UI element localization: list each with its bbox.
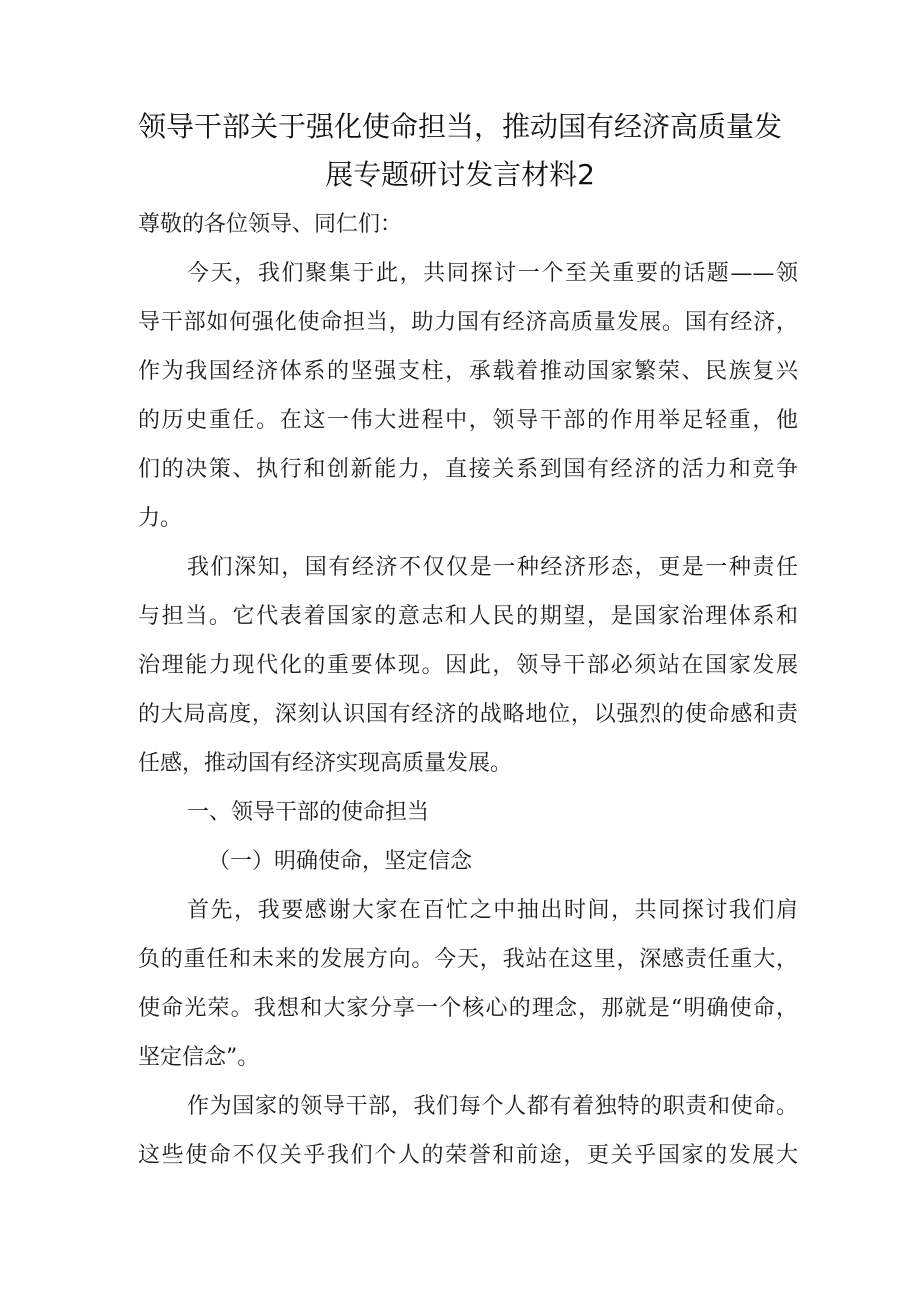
salutation: 尊敬的各位领导、同仁们： bbox=[138, 212, 403, 237]
paragraph-1-line-6: 力。 bbox=[138, 506, 183, 531]
document-title-line-1: 领导干部关于强化使命担当，推动国有经济高质量发 bbox=[137, 110, 782, 143]
paragraph-1-line-3: 作为我国经济体系的坚强支柱，承载着推动国家繁荣、民族复兴 bbox=[138, 359, 798, 384]
paragraph-3-line-3: 使命光荣。我想和大家分享一个核心的理念，那就是“明确使命， bbox=[138, 996, 798, 1021]
paragraph-1-line-1: 今天，我们聚集于此，共同探讨一个至关重要的话题——领 bbox=[187, 261, 798, 286]
paragraph-4-line-1: 作为国家的领导干部，我们每个人都有着独特的职责和使命。 bbox=[187, 1094, 798, 1119]
paragraph-2-line-2: 与担当。它代表着国家的意志和人民的期望，是国家治理体系和 bbox=[138, 604, 798, 629]
paragraph-2-line-3: 治理能力现代化的重要体现。因此，领导干部必须站在国家发展 bbox=[138, 653, 798, 678]
document-title-line-2: 展专题研讨发言材料2 bbox=[325, 158, 595, 191]
paragraph-1-line-4: 的历史重任。在这一伟大进程中，领导干部的作用举足轻重，他 bbox=[138, 408, 798, 433]
paragraph-4-line-2: 这些使命不仅关乎我们个人的荣誉和前途，更关乎国家的发展大 bbox=[138, 1143, 798, 1168]
paragraph-2-line-4: 的大局高度，深刻认识国有经济的战略地位，以强烈的使命感和责 bbox=[138, 702, 798, 727]
paragraph-1-line-2: 导干部如何强化使命担当，助力国有经济高质量发展。国有经济， bbox=[138, 310, 798, 335]
paragraph-2-line-1: 我们深知，国有经济不仅仅是一种经济形态，更是一种责任 bbox=[187, 555, 798, 580]
paragraph-3-line-1: 首先，我要感谢大家在百忙之中抽出时间，共同探讨我们肩 bbox=[187, 898, 798, 923]
section-heading-1: 一、领导干部的使命担当 bbox=[187, 800, 430, 825]
paragraph-3-line-2: 负的重任和未来的发展方向。今天，我站在这里，深感责任重大， bbox=[138, 947, 798, 972]
paragraph-1-line-5: 们的决策、执行和创新能力，直接关系到国有经济的活力和竞争 bbox=[138, 457, 798, 482]
subsection-heading-1: （一）明确使命，坚定信念 bbox=[208, 849, 473, 874]
paragraph-3-line-4: 坚定信念”。 bbox=[138, 1045, 260, 1070]
paragraph-2-line-5: 任感，推动国有经济实现高质量发展。 bbox=[138, 751, 513, 776]
